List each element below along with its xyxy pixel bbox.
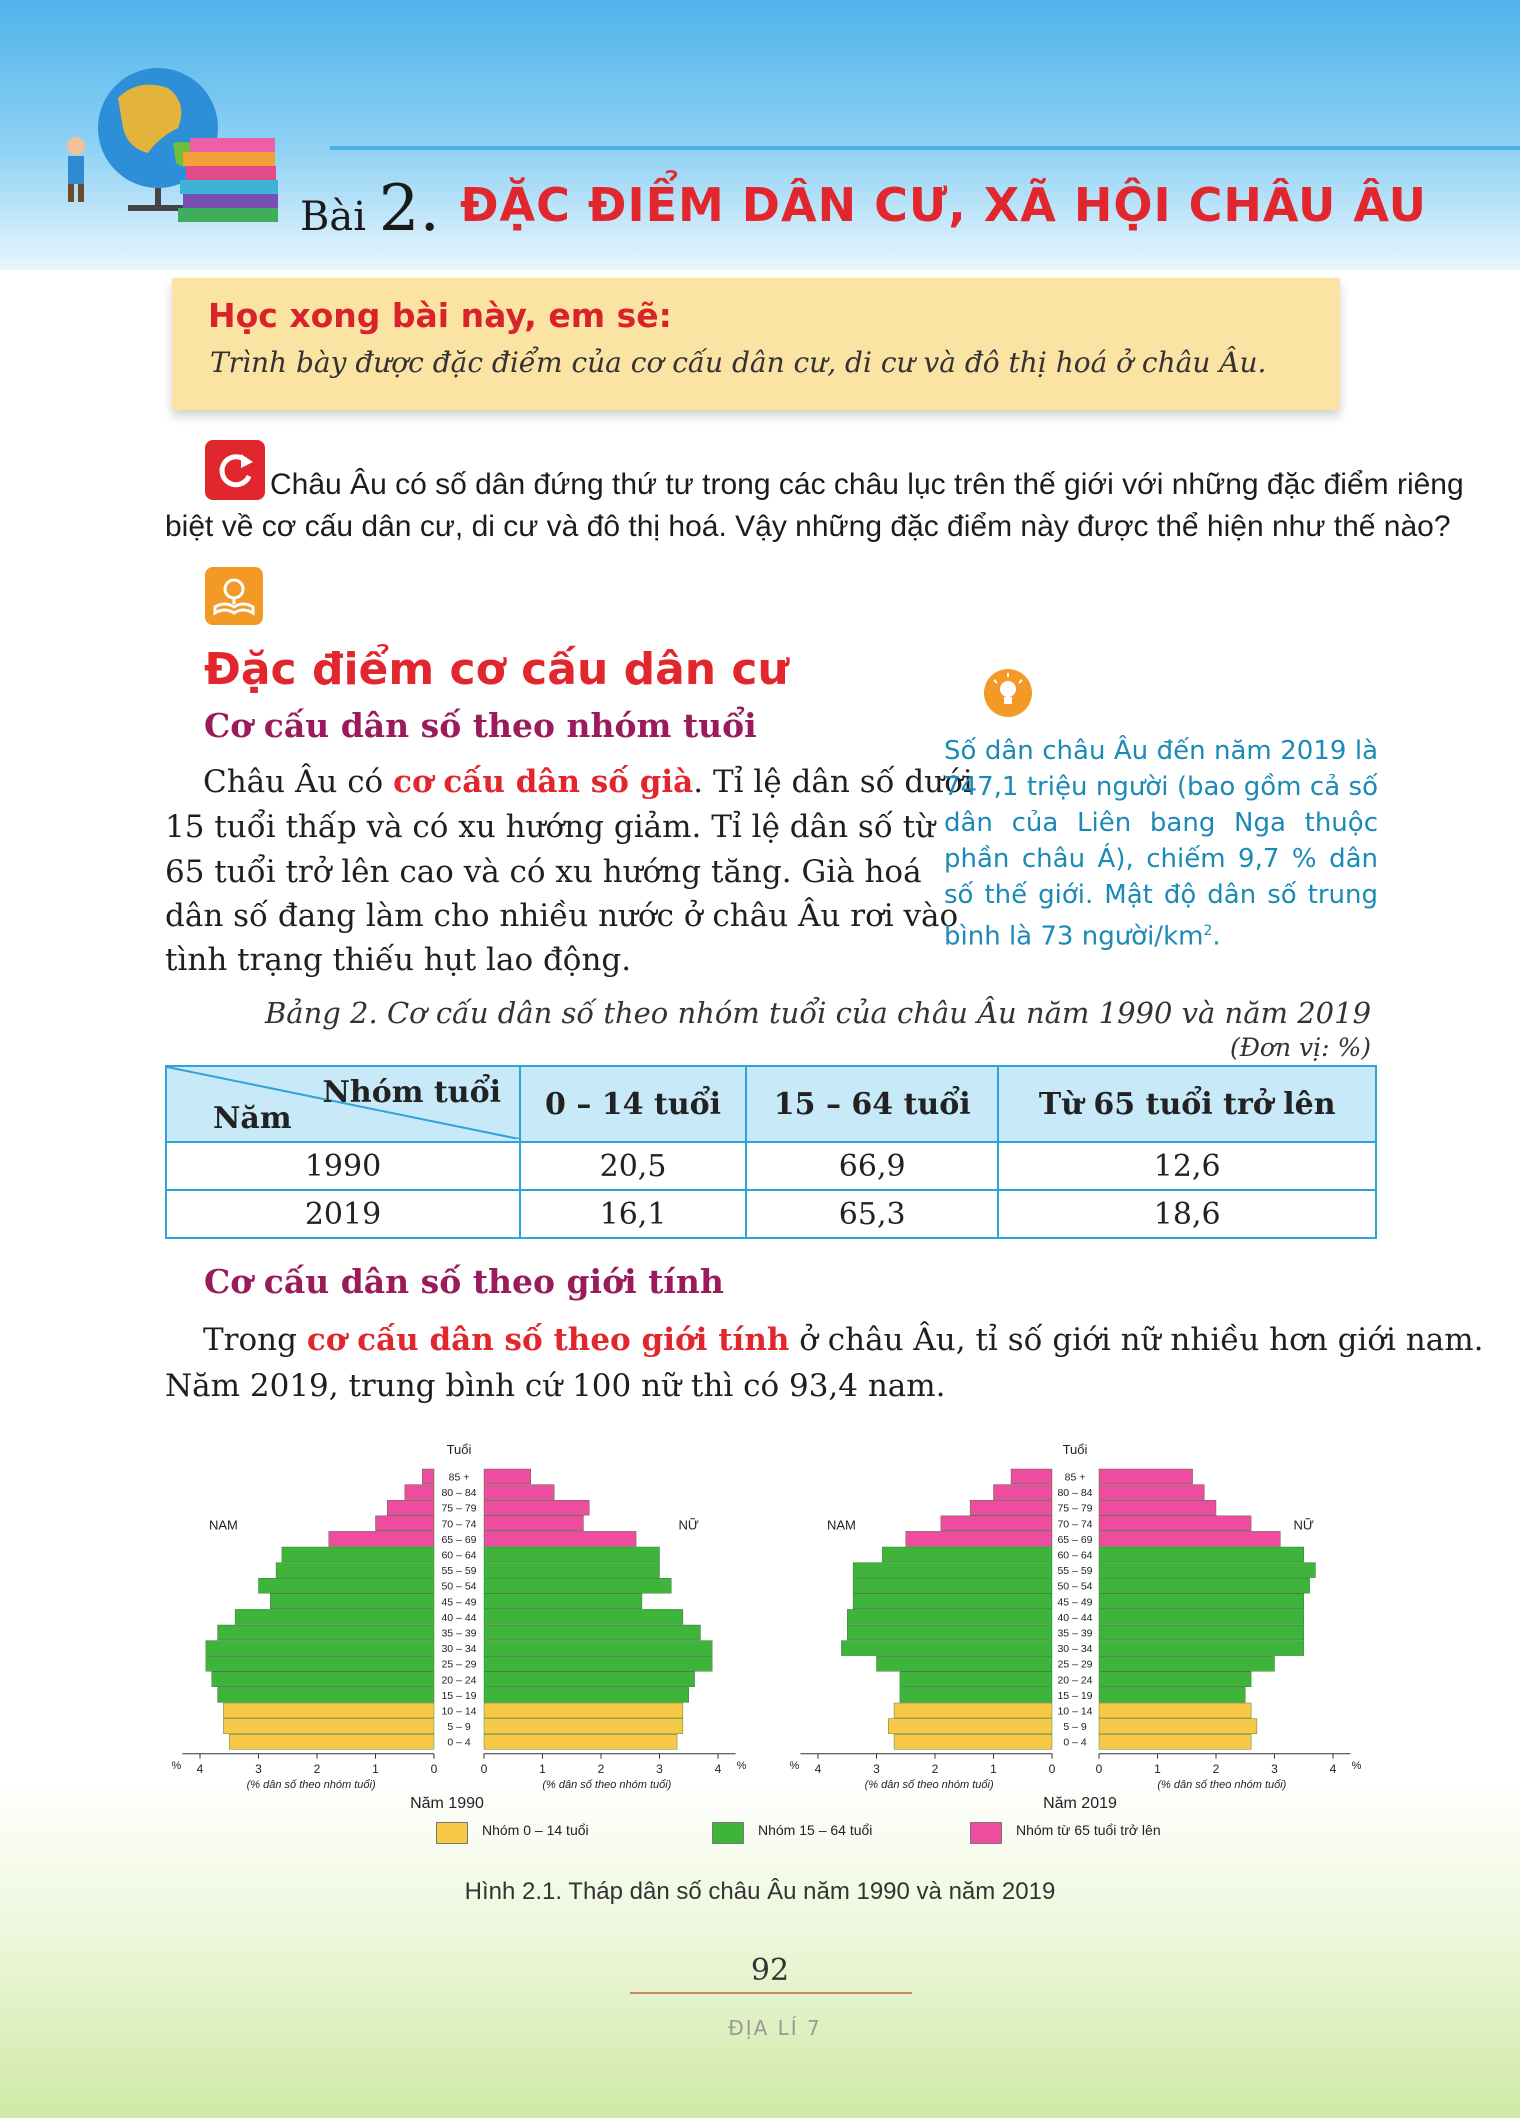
footer-divider [630,1992,912,1994]
male-bar [376,1516,435,1531]
male-bar [882,1547,1052,1562]
book-bulb-icon [205,567,263,625]
lesson-title: ĐẶC ĐIỂM DÂN CƯ, XÃ HỘI CHÂU ÂU [460,178,1427,232]
x-tick-label: 3 [656,1761,663,1776]
lesson-word: Bài [300,194,367,240]
age-group-label: 40 – 44 [441,1611,477,1624]
x-tick-label: 0 [1095,1761,1103,1776]
table-cell: 18,6 [998,1190,1376,1238]
legend-swatch-65-plus [970,1822,1002,1844]
female-bar [484,1594,642,1609]
male-bar [994,1485,1053,1500]
male-bar [206,1641,434,1656]
intro-line-1: Châu Âu có số dân đứng thứ tư trong các châu lục trên thế giới với những đặc điểm riêng [270,468,1464,501]
female-bar [1099,1516,1251,1531]
age-group-label: 30 – 34 [1057,1643,1093,1656]
age-group-label: 5 – 9 [1063,1721,1087,1734]
female-bar [484,1687,689,1702]
axis-unit-right: % [736,1759,747,1772]
x-tick-label: 3 [873,1761,880,1776]
subsection-age-title: Cơ cấu dân số theo nhóm tuổi [204,706,757,745]
x-tick-label: 1 [1154,1761,1161,1776]
age-group-label: 10 – 14 [441,1705,477,1718]
female-bar [484,1656,712,1671]
male-bar [853,1594,1052,1609]
female-bar [484,1578,671,1593]
axis-unit-right: % [1351,1759,1362,1772]
x-tick-label: 2 [597,1761,605,1776]
age-paragraph-line-3: 65 tuổi trở lên cao và có xu hướng tăng. Già hoá [165,854,922,890]
lesson-number-value: 2. [378,172,440,246]
figure-caption: Hình 2.1. Tháp dân số châu Âu năm 1990 và năm 2019 [464,1878,1056,1905]
table-cell-year: 1990 [166,1142,520,1190]
age-group-label: 60 – 64 [1057,1549,1093,1562]
male-bar [970,1500,1052,1515]
table-cell: 16,1 [520,1190,746,1238]
x-tick-label: 0 [1048,1761,1056,1776]
male-bar [282,1547,434,1562]
legend-label-15-64: Nhóm 15 – 64 tuổi [758,1822,873,1838]
female-bar [484,1734,677,1749]
refresh-icon [205,440,265,500]
male-bar [387,1500,434,1515]
text-span: Trong [203,1322,307,1358]
age-group-label: 5 – 9 [447,1721,471,1734]
female-bar [484,1672,695,1687]
male-bar [218,1625,434,1640]
male-bar [329,1531,434,1546]
age-group-label: 50 – 54 [441,1580,477,1593]
male-bar [223,1719,434,1734]
table-unit: (Đơn vị: %) [1230,1033,1372,1062]
text-span: ở châu Âu, tỉ số giới nữ nhiều hơn giới nam. [789,1322,1484,1358]
female-side-label: NỮ [678,1517,699,1533]
x-tick-label: 4 [814,1761,822,1776]
male-bar [229,1734,434,1749]
female-bar [1099,1594,1304,1609]
table-cell: 65,3 [746,1190,998,1238]
legend-label-65-plus: Nhóm từ 65 tuổi trở lên [1016,1822,1161,1838]
globe-books-icon [58,58,298,258]
x-tick-label: 1 [372,1761,379,1776]
x-tick-label: 3 [255,1761,262,1776]
age-group-label: 65 – 69 [1057,1533,1093,1546]
table-cell: 20,5 [520,1142,746,1190]
age-group-label: 15 – 19 [1057,1689,1093,1702]
table-header-row [166,1066,1376,1142]
x-tick-label: 4 [714,1761,722,1776]
female-bar [1099,1656,1275,1671]
axis-unit-left: % [171,1759,182,1772]
age-paragraph-line-5: tình trạng thiếu hụt lao động. [165,942,632,978]
pyramid-title: Năm 1990 [410,1794,484,1812]
male-bar [1011,1469,1052,1484]
header-age-65-plus: Từ 65 tuổi trở lên [998,1066,1376,1142]
lightbulb-icon [983,668,1033,718]
side-fact-superscript: 2 [1203,923,1213,939]
header-age-0-14: 0 – 14 tuổi [520,1066,746,1142]
age-group-label: 25 – 29 [441,1658,477,1671]
male-bar [223,1703,434,1718]
age-group-label: 60 – 64 [441,1549,477,1562]
population-table [165,1065,1377,1239]
male-side-label: NAM [208,1517,238,1533]
age-group-label: 65 – 69 [441,1533,477,1546]
male-bar [888,1719,1052,1734]
lesson-number [300,172,440,246]
x-axis-label-left: (% dân số theo nhóm tuổi) [864,1778,994,1791]
age-group-label: 35 – 39 [1057,1627,1093,1640]
age-group-label: 10 – 14 [1057,1705,1093,1718]
age-paragraph-line-1 [203,760,973,805]
pyramid-title: Năm 2019 [1043,1794,1117,1812]
male-bar [894,1703,1052,1718]
male-bar [853,1578,1052,1593]
x-tick-label: 0 [430,1761,438,1776]
side-fact-box [944,733,1378,955]
legend-swatch-15-64 [712,1822,744,1844]
table-cell: 66,9 [746,1142,998,1190]
age-group-label: 80 – 84 [441,1487,477,1500]
male-bar [900,1687,1052,1702]
corner-top-label: Nhóm tuổi [322,1075,501,1110]
male-bar [212,1672,434,1687]
x-tick-label: 0 [480,1761,488,1776]
x-tick-label: 2 [1212,1761,1220,1776]
male-bar [900,1672,1052,1687]
population-pyramid-chart [0,1430,1520,1850]
male-bar [422,1469,434,1484]
male-bar [877,1656,1053,1671]
x-tick-label: 2 [931,1761,939,1776]
male-bar [941,1516,1052,1531]
male-bar [841,1641,1052,1656]
male-bar [906,1531,1052,1546]
objective-heading: Học xong bài này, em sẽ: [208,296,672,335]
axis-unit-left: % [789,1759,800,1772]
section-title: Đặc điểm cơ cấu dân cư [204,644,789,695]
age-group-label: 0 – 4 [1063,1736,1087,1749]
age-group-label: 85 + [1064,1471,1086,1484]
age-paragraph-line-4: dân số đang làm cho nhiều nước ở châu Âu rơi vào [165,898,959,934]
table-caption: Bảng 2. Cơ cấu dân số theo nhóm tuổi của châu Âu năm 1990 và năm 2019 [265,996,1372,1030]
age-group-label: 0 – 4 [447,1736,471,1749]
age-axis-title: Tuổi [446,1442,472,1457]
gender-paragraph-line-2: Năm 2019, trung bình cứ 100 nữ thì có 93,4 nam. [165,1368,946,1404]
male-side-label: NAM [826,1517,856,1533]
table-row [166,1190,1376,1238]
highlight-term: cơ cấu dân số già [393,764,694,800]
age-group-label: 40 – 44 [1057,1611,1093,1624]
male-bar [270,1594,434,1609]
side-fact-end: . [1212,921,1221,952]
age-paragraph-line-2: 15 tuổi thấp và có xu hướng giảm. Tỉ lệ dân số từ [165,809,936,845]
male-bar [405,1485,434,1500]
age-group-label: 70 – 74 [1057,1518,1093,1531]
male-bar [847,1625,1052,1640]
age-group-label: 20 – 24 [441,1674,477,1687]
age-group-label: 55 – 59 [441,1565,477,1578]
age-group-label: 25 – 29 [1057,1658,1093,1671]
x-tick-label: 3 [1271,1761,1278,1776]
age-group-label: 80 – 84 [1057,1487,1093,1500]
male-bar [853,1563,1052,1578]
chart-legend [436,1822,1336,1846]
side-fact-text: Số dân châu Âu đến năm 2019 là 747,1 triệu người (bao gồm cả số dân của Liên bang Nga thuộc phần châu Á), chiếm 9,7 % dân số thế giới. Mật độ dân số trung bình là 73 người/km [944,736,1378,952]
female-bar [1099,1563,1315,1578]
x-axis-label-right: (% dân số theo nhóm tuổi) [542,1778,672,1791]
male-bar [206,1656,434,1671]
age-group-label: 45 – 49 [441,1596,477,1609]
x-tick-label: 2 [313,1761,321,1776]
female-bar [484,1625,700,1640]
x-tick-label: 4 [1329,1761,1337,1776]
text-span: Châu Âu có [203,764,394,800]
male-bar [218,1687,434,1702]
footer-subject: ĐỊA LÍ 7 [728,2016,822,2040]
male-bar [847,1609,1052,1624]
female-bar [484,1469,531,1484]
female-bar [1099,1703,1251,1718]
age-group-label: 15 – 19 [441,1689,477,1702]
female-bar [1099,1672,1251,1687]
male-bar [276,1563,434,1578]
female-bar [1099,1641,1304,1656]
male-bar [259,1578,435,1593]
female-bar [1099,1531,1280,1546]
female-bar [1099,1734,1251,1749]
female-bar [1099,1625,1304,1640]
age-group-label: 50 – 54 [1057,1580,1093,1593]
page-number: 92 [750,1953,790,1988]
female-bar [1099,1500,1216,1515]
female-bar [484,1516,583,1531]
subsection-gender-title: Cơ cấu dân số theo giới tính [204,1262,724,1301]
age-group-label: 75 – 79 [1057,1502,1093,1515]
female-bar [484,1485,554,1500]
female-bar [484,1719,683,1734]
female-bar [484,1547,660,1562]
female-bar [1099,1578,1310,1593]
x-tick-label: 4 [196,1761,204,1776]
x-tick-label: 1 [539,1761,546,1776]
age-group-label: 30 – 34 [441,1643,477,1656]
x-tick-label: 1 [990,1761,997,1776]
female-bar [484,1609,683,1624]
x-axis-label-left: (% dân số theo nhóm tuổi) [246,1778,376,1791]
legend-swatch-0-14 [436,1822,468,1844]
legend-label-0-14: Nhóm 0 – 14 tuổi [482,1822,589,1838]
female-bar [1099,1469,1193,1484]
age-group-label: 75 – 79 [441,1502,477,1515]
age-group-label: 45 – 49 [1057,1596,1093,1609]
text-span: . Tỉ lệ dân số dưới [693,764,973,800]
table-cell: 12,6 [998,1142,1376,1190]
male-bar [894,1734,1052,1749]
header-line [330,146,1520,150]
female-bar [1099,1609,1304,1624]
age-axis-title: Tuổi [1062,1442,1088,1457]
age-group-label: 85 + [448,1471,470,1484]
gender-paragraph-line-1 [203,1318,1483,1363]
objective-box [172,278,1340,410]
female-bar [1099,1687,1245,1702]
corner-bottom-label: Năm [213,1101,292,1136]
intro-line-2: biệt về cơ cấu dân cư, di cư và đô thị hoá. Vậy những đặc điểm này được thể hiện như thế nào? [165,510,1451,543]
female-side-label: NỮ [1293,1517,1314,1533]
female-bar [484,1703,683,1718]
objective-text: Trình bày được đặc điểm của cơ cấu dân cư, di cư và đô thị hoá ở châu Âu. [210,346,1267,379]
age-group-label: 35 – 39 [441,1627,477,1640]
female-bar [484,1500,589,1515]
male-bar [235,1609,434,1624]
highlight-term: cơ cấu dân số theo giới tính [306,1322,790,1358]
female-bar [484,1531,636,1546]
age-group-label: 70 – 74 [441,1518,477,1531]
female-bar [1099,1719,1257,1734]
female-bar [1099,1485,1204,1500]
age-group-label: 20 – 24 [1057,1674,1093,1687]
table-cell-year: 2019 [166,1190,520,1238]
female-bar [484,1641,712,1656]
header-age-15-64: 15 – 64 tuổi [746,1066,998,1142]
female-bar [1099,1547,1304,1562]
age-group-label: 55 – 59 [1057,1565,1093,1578]
table-corner-cell [166,1066,520,1142]
table-row [166,1142,1376,1190]
female-bar [484,1563,660,1578]
x-axis-label-right: (% dân số theo nhóm tuổi) [1157,1778,1287,1791]
